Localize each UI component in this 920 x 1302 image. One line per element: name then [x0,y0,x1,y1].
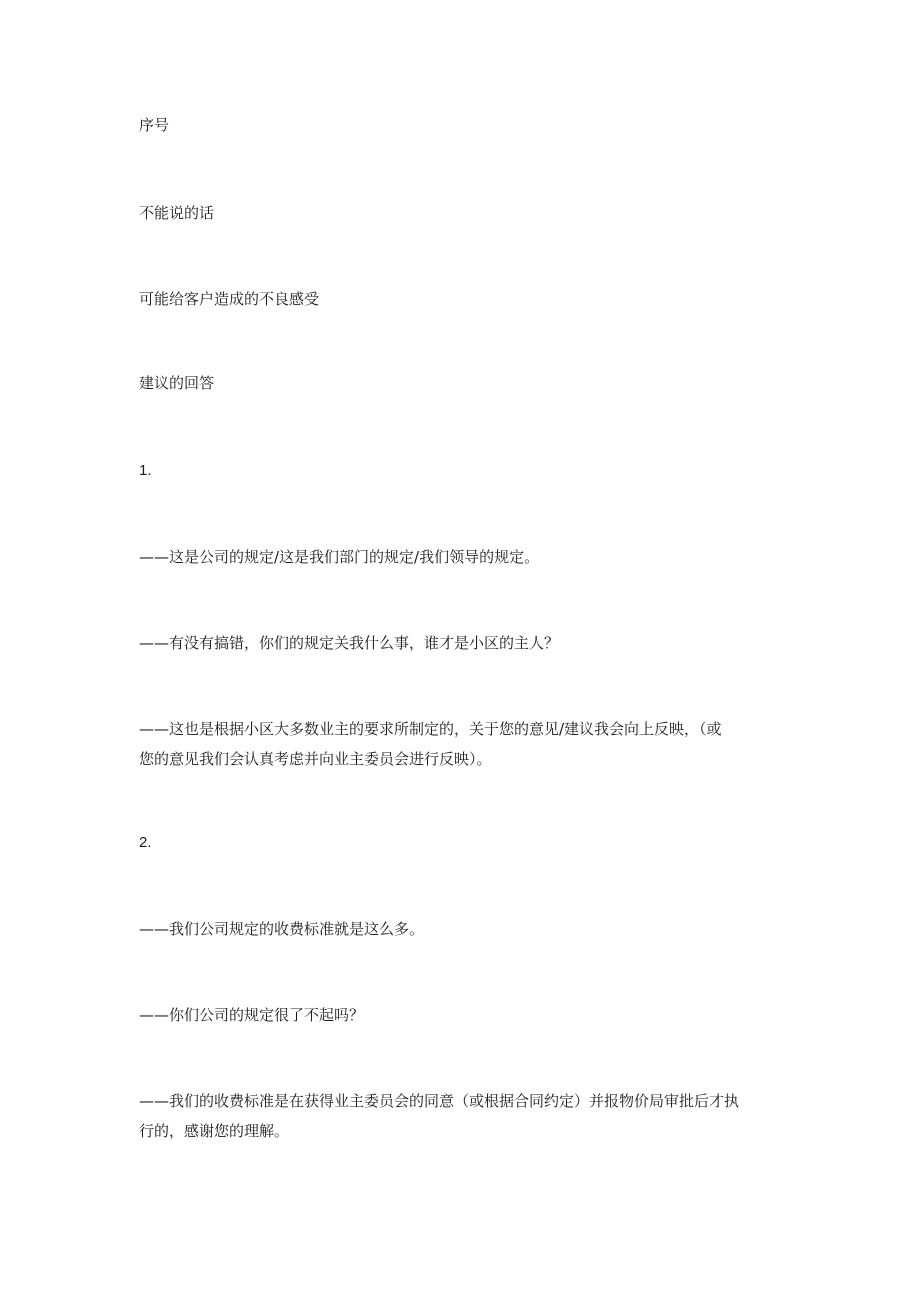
item-2-customer-feeling: ——你们公司的规定很了不起吗？ [139,1006,365,1024]
item-1-number: 1. [139,462,152,479]
header-serial-number: 序号 [139,116,170,134]
item-2-number: 2. [139,834,152,851]
item-2-forbidden-phrase: ——我们公司规定的收费标准就是这么多。 [139,920,425,938]
header-customer-feeling: 可能给客户造成的不良感受 [139,290,320,308]
item-2-answer-line-2: 行的，感谢您的理解。 [139,1122,290,1140]
header-forbidden-phrase: 不能说的话 [139,204,215,222]
item-1-answer-line-1: ——这也是根据小区大多数业主的要求所制定的，关于您的意见/建议我会向上反映，（或 [139,720,722,738]
item-1-forbidden-phrase: ——这是公司的规定/这是我们部门的规定/我们领导的规定。 [139,548,540,566]
header-suggested-answer: 建议的回答 [139,374,215,392]
item-1-customer-feeling: ——有没有搞错，你们的规定关我什么事，谁才是小区的主人？ [139,634,560,652]
item-1-answer-line-2: 您的意见我们会认真考虑并向业主委员会进行反映）。 [139,750,492,768]
item-2-answer-line-1: ——我们的收费标准是在获得业主委员会的同意（或根据合同约定）并报物价局审批后才执 [139,1092,740,1110]
